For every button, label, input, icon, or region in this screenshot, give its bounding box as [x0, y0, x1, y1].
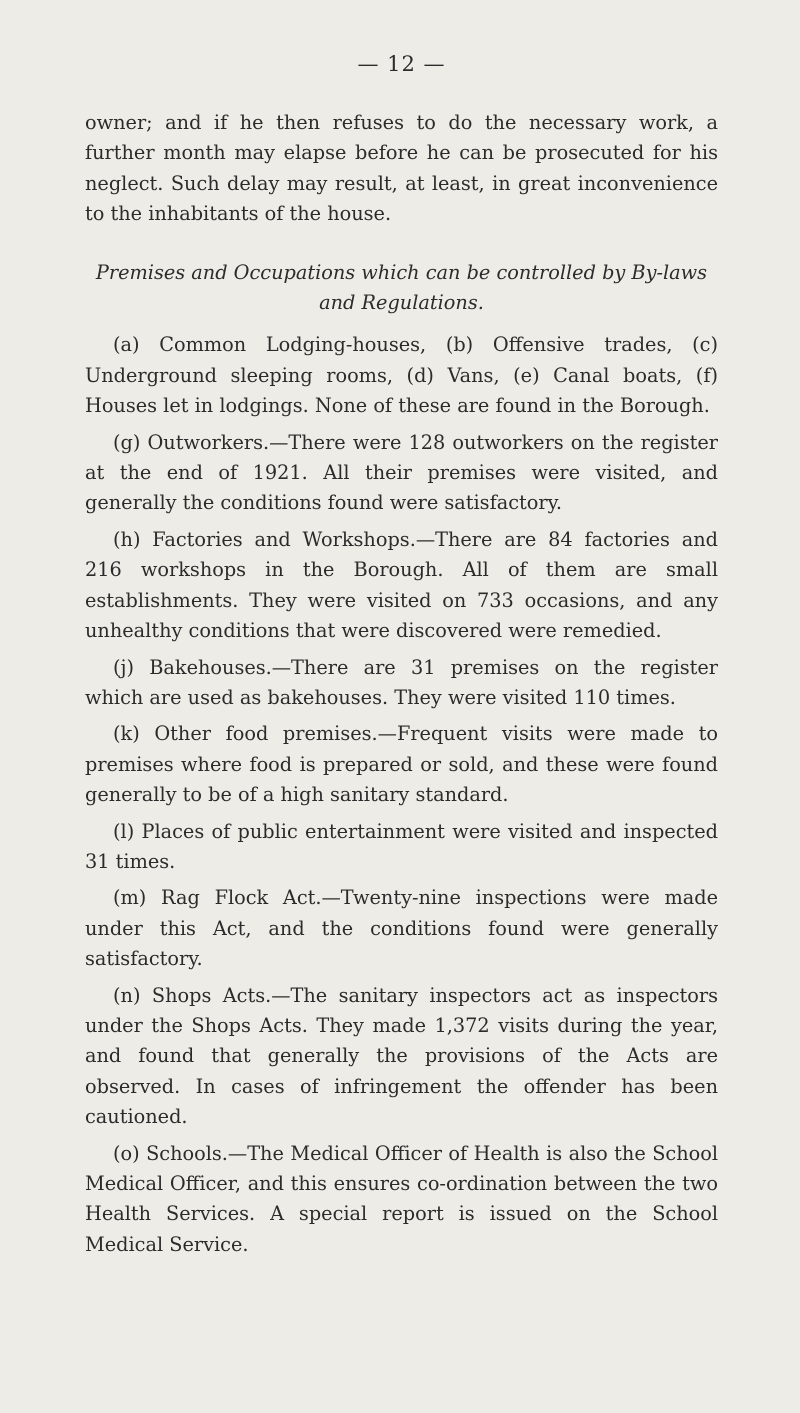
paragraph-g-outworkers: (g) Outworkers.—There were 128 outworkers on the register at the end of 1921. All their premises were visited, and generally the conditions found were satisfactory.: [85, 430, 718, 515]
paragraph-l-public-entertainment: (l) Places of public entertainment were visited and inspected 31 times.: [85, 819, 718, 873]
paragraph-h-factories-workshops: (h) Factories and Workshops.—There are 84 factories and 216 workshops in the Borough. All of them are small establishments. They were visited on 733 occasions, and any unhealthy conditions that were discovered were remedied.: [85, 527, 718, 643]
paragraph-j-bakehouses: (j) Bakehouses.—There are 31 premises on the register which are used as bakehouses. They were visited 110 times.: [85, 655, 718, 709]
paragraph-m-rag-flock-act: (m) Rag Flock Act.—Twenty-nine inspections were made under this Act, and the conditions found were generally satisfactory.: [85, 886, 718, 971]
section-heading: Premises and Occupations which can be controlled by By-laws and Regulations.: [95, 260, 708, 315]
paragraph-n-shops-acts: (n) Shops Acts.—The sanitary inspectors act as inspectors under the Shops Acts. They made 1,372 visits during the year, and found that generally the provisions of the Acts are observed. In cases of infringement the offender has been cautioned.: [85, 983, 718, 1129]
page-number: — 12 —: [357, 52, 446, 76]
paragraph-k-food-premises: (k) Other food premises.—Frequent visits were made to premises where food is prepared or sold, and these were found generally to be of a high sanitary standard.: [85, 722, 718, 807]
paragraph-o-schools: (o) Schools.—The Medical Officer of Health is also the School Medical Officer, and this ensures co-ordination between the two Health Services. A special report is issued on the School Medical Service.: [85, 1141, 718, 1256]
intro-paragraph: owner; and if he then refuses to do the necessary work, a further month may elapse before he can be prosecuted for his neglect. Such delay may result, at least, in great inconvenience to the inhabitants of the house.: [85, 111, 718, 226]
paragraph-a-common-lodging-houses: (a) Common Lodging-houses, (b) Offensive trades, (c) Underground sleeping rooms, (d) Vans, (e) Canal boats, (f) Houses let in lodgings. None of these are found in the Borough.: [85, 333, 718, 418]
